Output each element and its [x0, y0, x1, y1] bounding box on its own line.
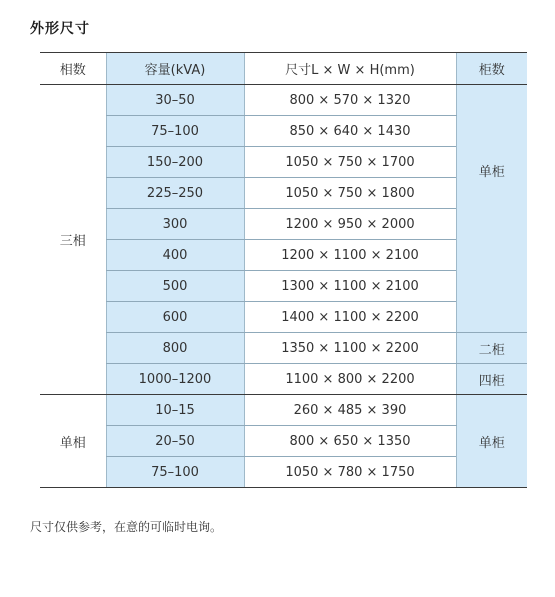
capacity-cell: 75–100 — [106, 457, 244, 488]
size-cell: 1100 × 800 × 2200 — [244, 364, 456, 395]
phase-single: 单相 — [40, 395, 106, 488]
table-row — [40, 271, 527, 302]
footnote: 尺寸仅供参考，在意的可临时电询。 — [30, 520, 223, 534]
size-cell: 1300 × 1100 × 2100 — [244, 271, 456, 302]
size-cell: 1400 × 1100 × 2200 — [244, 302, 456, 333]
table-row — [40, 147, 527, 178]
capacity-cell: 150–200 — [106, 147, 244, 178]
header-phase: 相数 — [40, 53, 106, 85]
header-size: 尺寸L × W × H(mm) — [244, 53, 456, 85]
capacity-cell: 30–50 — [106, 85, 244, 116]
size-cell: 1350 × 1100 × 2200 — [244, 333, 456, 364]
table-row — [40, 116, 527, 147]
capacity-cell: 75–100 — [106, 116, 244, 147]
table-row — [40, 333, 527, 364]
capacity-cell: 300 — [106, 209, 244, 240]
table-row — [40, 240, 527, 271]
table-row — [40, 395, 527, 426]
table-row — [40, 85, 527, 116]
cabinet-cell: 单柜 — [456, 395, 527, 488]
cabinet-label: 单柜 — [478, 164, 505, 180]
header-capacity: 容量(kVA) — [106, 53, 244, 85]
size-cell: 850 × 640 × 1430 — [244, 116, 456, 147]
size-cell: 1050 × 750 × 1800 — [244, 178, 456, 209]
capacity-cell: 10–15 — [106, 395, 244, 426]
cabinet-cell: 二柜 — [456, 333, 527, 364]
table-header-row — [40, 53, 527, 85]
size-cell: 800 × 650 × 1350 — [244, 426, 456, 457]
size-cell: 1050 × 750 × 1700 — [244, 147, 456, 178]
table-row — [40, 457, 527, 488]
size-cell: 1200 × 950 × 2000 — [244, 209, 456, 240]
size-cell: 260 × 485 × 390 — [244, 395, 456, 426]
capacity-cell: 400 — [106, 240, 244, 271]
dimensions-table — [40, 52, 527, 488]
capacity-cell: 600 — [106, 302, 244, 333]
cabinet-cell — [456, 85, 527, 333]
capacity-cell: 225–250 — [106, 178, 244, 209]
cabinet-cell: 四柜 — [456, 364, 527, 395]
capacity-cell: 20–50 — [106, 426, 244, 457]
table-row — [40, 178, 527, 209]
table-row — [40, 302, 527, 333]
size-cell: 1200 × 1100 × 2100 — [244, 240, 456, 271]
table-row — [40, 364, 527, 395]
table-row — [40, 209, 527, 240]
capacity-cell: 500 — [106, 271, 244, 302]
header-cabinet: 柜数 — [456, 53, 527, 85]
capacity-cell: 800 — [106, 333, 244, 364]
phase-three: 三相 — [40, 85, 106, 395]
table-row — [40, 426, 527, 457]
capacity-cell: 1000–1200 — [106, 364, 244, 395]
size-cell: 1050 × 780 × 1750 — [244, 457, 456, 488]
size-cell: 800 × 570 × 1320 — [244, 85, 456, 116]
section-title: 外形尺寸 — [30, 21, 90, 37]
